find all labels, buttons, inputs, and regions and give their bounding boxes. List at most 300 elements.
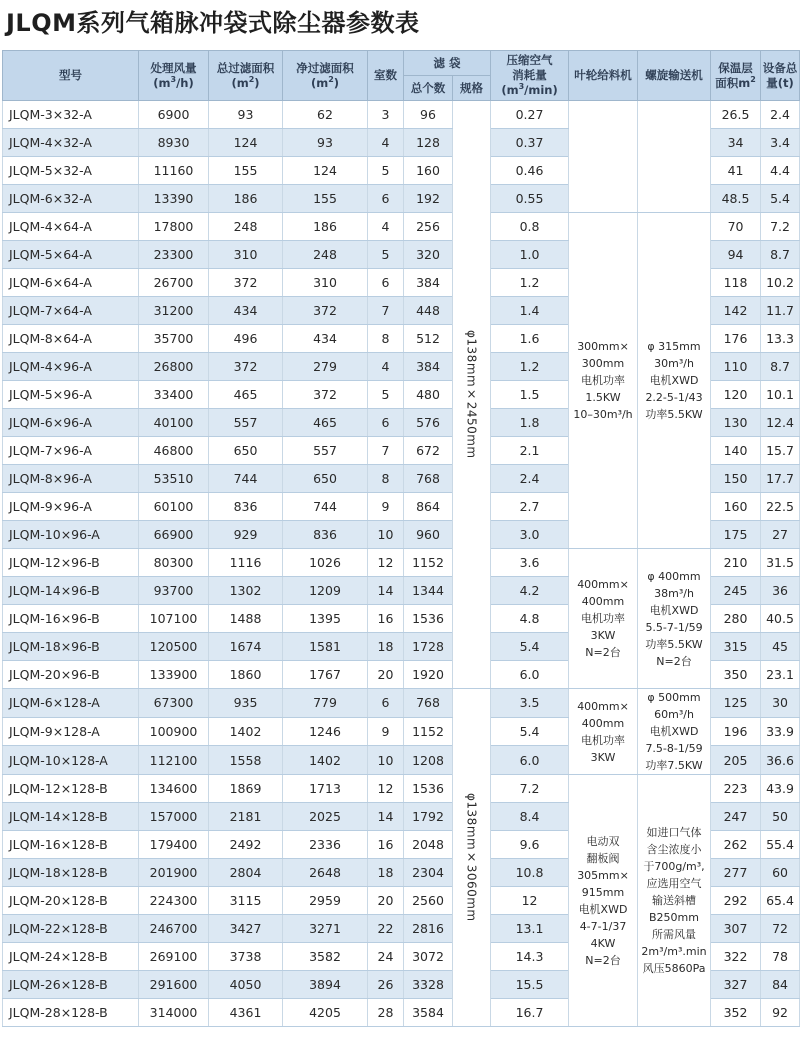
cell-total-area: 186 bbox=[209, 185, 283, 213]
impeller-line: 电机功率 bbox=[581, 612, 626, 625]
header-rooms: 室数 bbox=[368, 51, 404, 101]
cell-air-consumption: 0.46 bbox=[491, 157, 569, 185]
impeller-line: 电机功率 bbox=[581, 733, 626, 747]
cell-airflow: 93700 bbox=[139, 577, 209, 605]
table-row bbox=[3, 689, 800, 718]
cell-weight: 45 bbox=[761, 633, 800, 661]
cell-weight: 5.4 bbox=[761, 185, 800, 213]
impeller-line: N=2台 bbox=[585, 953, 621, 967]
cell-rooms: 10 bbox=[368, 521, 404, 549]
screw-line: N=2台 bbox=[656, 654, 692, 668]
cell-air-consumption: 0.55 bbox=[491, 185, 569, 213]
cell-net-area: 2648 bbox=[283, 859, 368, 887]
cell-bag-count: 480 bbox=[404, 381, 453, 409]
cell-airflow: 26700 bbox=[139, 269, 209, 297]
cell-model: JLQM-18×96-B bbox=[3, 633, 139, 661]
header-impeller: 叶轮给料机 bbox=[569, 51, 638, 101]
cell-model: JLQM-6×64-A bbox=[3, 269, 139, 297]
screw-line: 风压5860Pa bbox=[642, 962, 706, 975]
cell-insulation: 262 bbox=[711, 831, 761, 859]
cell-bag-spec bbox=[453, 689, 491, 1027]
cell-rooms: 28 bbox=[368, 999, 404, 1027]
cell-net-area: 650 bbox=[283, 465, 368, 493]
bag-spec-text: φ138mm×3060mm bbox=[464, 793, 479, 922]
cell-weight: 27 bbox=[761, 521, 800, 549]
table-body bbox=[3, 101, 800, 1027]
cell-insulation: 41 bbox=[711, 157, 761, 185]
cell-weight: 78 bbox=[761, 943, 800, 971]
header-bag-spec: 规格 bbox=[453, 76, 491, 101]
cell-bag-count: 960 bbox=[404, 521, 453, 549]
cell-model: JLQM-5×32-A bbox=[3, 157, 139, 185]
cell-bag-count: 768 bbox=[404, 465, 453, 493]
header-bag-count: 总个数 bbox=[404, 76, 453, 101]
cell-air-consumption: 2.4 bbox=[491, 465, 569, 493]
cell-model: JLQM-6×128-A bbox=[3, 689, 139, 718]
cell-rooms: 6 bbox=[368, 185, 404, 213]
cell-total-area: 1488 bbox=[209, 605, 283, 633]
cell-model: JLQM-5×64-A bbox=[3, 241, 139, 269]
cell-rooms: 5 bbox=[368, 157, 404, 185]
cell-rooms: 6 bbox=[368, 409, 404, 437]
cell-airflow: 26800 bbox=[139, 353, 209, 381]
cell-net-area: 1581 bbox=[283, 633, 368, 661]
cell-rooms: 24 bbox=[368, 943, 404, 971]
screw-line: 2m³/m³.min bbox=[641, 945, 707, 958]
cell-airflow: 100900 bbox=[139, 717, 209, 746]
cell-air-consumption: 0.37 bbox=[491, 129, 569, 157]
cell-air-consumption: 3.5 bbox=[491, 689, 569, 718]
screw-line: 5.5-7-1/59 bbox=[645, 620, 703, 634]
cell-insulation: 130 bbox=[711, 409, 761, 437]
cell-bag-count: 128 bbox=[404, 129, 453, 157]
cell-rooms: 10 bbox=[368, 746, 404, 775]
cell-insulation: 176 bbox=[711, 325, 761, 353]
cell-net-area: 1395 bbox=[283, 605, 368, 633]
cell-weight: 36 bbox=[761, 577, 800, 605]
screw-line: φ 400mm bbox=[647, 569, 701, 583]
cell-airflow: 13390 bbox=[139, 185, 209, 213]
cell-total-area: 372 bbox=[209, 269, 283, 297]
cell-insulation: 352 bbox=[711, 999, 761, 1027]
cell-total-area: 434 bbox=[209, 297, 283, 325]
cell-airflow: 8930 bbox=[139, 129, 209, 157]
cell-airflow: 120500 bbox=[139, 633, 209, 661]
cell-airflow: 66900 bbox=[139, 521, 209, 549]
cell-screw bbox=[638, 101, 711, 213]
cell-insulation: 160 bbox=[711, 493, 761, 521]
cell-net-area: 1713 bbox=[283, 775, 368, 803]
cell-air-consumption: 4.8 bbox=[491, 605, 569, 633]
screw-line: 输送斜槽 bbox=[652, 894, 697, 907]
cell-bag-spec bbox=[453, 101, 491, 689]
cell-bag-count: 768 bbox=[404, 689, 453, 718]
screw-line: 7.5-8-1/59 bbox=[645, 742, 703, 755]
cell-bag-count: 192 bbox=[404, 185, 453, 213]
screw-line: 2.2-5-1/43 bbox=[645, 391, 703, 404]
cell-total-area: 465 bbox=[209, 381, 283, 409]
impeller-line: 400mm bbox=[581, 716, 625, 730]
cell-weight: 72 bbox=[761, 915, 800, 943]
cell-rooms: 20 bbox=[368, 661, 404, 689]
cell-bag-count: 672 bbox=[404, 437, 453, 465]
cell-total-area: 557 bbox=[209, 409, 283, 437]
cell-rooms: 9 bbox=[368, 493, 404, 521]
cell-weight: 40.5 bbox=[761, 605, 800, 633]
table-row bbox=[3, 213, 800, 241]
screw-line: 38m³/h bbox=[654, 586, 694, 600]
cell-model: JLQM-9×128-A bbox=[3, 717, 139, 746]
cell-airflow: 157000 bbox=[139, 803, 209, 831]
impeller-line: 305mm× bbox=[577, 868, 629, 882]
cell-net-area: 3582 bbox=[283, 943, 368, 971]
cell-air-consumption: 14.3 bbox=[491, 943, 569, 971]
cell-total-area: 124 bbox=[209, 129, 283, 157]
cell-weight: 36.6 bbox=[761, 746, 800, 775]
cell-weight: 10.2 bbox=[761, 269, 800, 297]
impeller-line: 400mm× bbox=[577, 699, 629, 713]
cell-screw bbox=[638, 775, 711, 1027]
impeller-line: 电机XWD bbox=[578, 902, 628, 916]
cell-air-consumption: 1.2 bbox=[491, 269, 569, 297]
cell-rooms: 6 bbox=[368, 689, 404, 718]
cell-model: JLQM-3×32-A bbox=[3, 101, 139, 129]
cell-air-consumption: 16.7 bbox=[491, 999, 569, 1027]
cell-weight: 23.1 bbox=[761, 661, 800, 689]
cell-weight: 65.4 bbox=[761, 887, 800, 915]
cell-air-consumption: 5.4 bbox=[491, 717, 569, 746]
cell-rooms: 14 bbox=[368, 577, 404, 605]
parameter-table bbox=[2, 50, 800, 1027]
cell-bag-count: 2560 bbox=[404, 887, 453, 915]
cell-airflow: 224300 bbox=[139, 887, 209, 915]
cell-model: JLQM-28×128-B bbox=[3, 999, 139, 1027]
cell-net-area: 4205 bbox=[283, 999, 368, 1027]
cell-weight: 3.4 bbox=[761, 129, 800, 157]
cell-total-area: 929 bbox=[209, 521, 283, 549]
cell-airflow: 134600 bbox=[139, 775, 209, 803]
cell-rooms: 20 bbox=[368, 887, 404, 915]
cell-airflow: 179400 bbox=[139, 831, 209, 859]
impeller-line: 翻板阀 bbox=[586, 851, 620, 865]
cell-total-area: 2492 bbox=[209, 831, 283, 859]
bag-spec-text: φ138mm×2450mm bbox=[464, 330, 479, 459]
cell-weight: 22.5 bbox=[761, 493, 800, 521]
cell-bag-count: 1536 bbox=[404, 775, 453, 803]
cell-airflow: 23300 bbox=[139, 241, 209, 269]
cell-airflow: 60100 bbox=[139, 493, 209, 521]
cell-air-consumption: 10.8 bbox=[491, 859, 569, 887]
cell-rooms: 8 bbox=[368, 325, 404, 353]
cell-airflow: 246700 bbox=[139, 915, 209, 943]
cell-bag-count: 2304 bbox=[404, 859, 453, 887]
cell-bag-count: 1536 bbox=[404, 605, 453, 633]
screw-line: φ 500mm bbox=[647, 691, 701, 704]
cell-rooms: 4 bbox=[368, 129, 404, 157]
cell-rooms: 4 bbox=[368, 353, 404, 381]
impeller-line: 300mm bbox=[581, 357, 625, 370]
cell-model: JLQM-9×96-A bbox=[3, 493, 139, 521]
cell-model: JLQM-24×128-B bbox=[3, 943, 139, 971]
cell-airflow: 201900 bbox=[139, 859, 209, 887]
cell-insulation: 210 bbox=[711, 549, 761, 577]
cell-insulation: 110 bbox=[711, 353, 761, 381]
cell-impeller bbox=[569, 549, 638, 689]
cell-bag-count: 1344 bbox=[404, 577, 453, 605]
cell-net-area: 248 bbox=[283, 241, 368, 269]
cell-net-area: 3894 bbox=[283, 971, 368, 999]
cell-air-consumption: 8.4 bbox=[491, 803, 569, 831]
cell-air-consumption: 7.2 bbox=[491, 775, 569, 803]
cell-air-consumption: 3.6 bbox=[491, 549, 569, 577]
cell-weight: 55.4 bbox=[761, 831, 800, 859]
cell-net-area: 279 bbox=[283, 353, 368, 381]
cell-air-consumption: 13.1 bbox=[491, 915, 569, 943]
cell-insulation: 142 bbox=[711, 297, 761, 325]
impeller-line: 4KW bbox=[590, 936, 616, 950]
cell-air-consumption: 3.0 bbox=[491, 521, 569, 549]
cell-insulation: 280 bbox=[711, 605, 761, 633]
cell-insulation: 118 bbox=[711, 269, 761, 297]
cell-net-area: 186 bbox=[283, 213, 368, 241]
screw-line: B250mm bbox=[649, 911, 699, 924]
cell-bag-count: 576 bbox=[404, 409, 453, 437]
cell-screw bbox=[638, 689, 711, 775]
cell-total-area: 3738 bbox=[209, 943, 283, 971]
cell-total-area: 836 bbox=[209, 493, 283, 521]
cell-rooms: 16 bbox=[368, 831, 404, 859]
cell-total-area: 650 bbox=[209, 437, 283, 465]
cell-model: JLQM-16×128-B bbox=[3, 831, 139, 859]
cell-insulation: 307 bbox=[711, 915, 761, 943]
cell-air-consumption: 0.8 bbox=[491, 213, 569, 241]
cell-total-area: 93 bbox=[209, 101, 283, 129]
cell-weight: 10.1 bbox=[761, 381, 800, 409]
header-weight: 设备总 量(t) bbox=[761, 51, 800, 101]
cell-model: JLQM-18×128-B bbox=[3, 859, 139, 887]
impeller-line: 300mm× bbox=[577, 340, 629, 353]
cell-total-area: 1402 bbox=[209, 717, 283, 746]
cell-air-consumption: 9.6 bbox=[491, 831, 569, 859]
cell-model: JLQM-14×96-B bbox=[3, 577, 139, 605]
cell-insulation: 26.5 bbox=[711, 101, 761, 129]
cell-net-area: 1246 bbox=[283, 717, 368, 746]
header-bags: 滤 袋 bbox=[404, 51, 491, 76]
cell-airflow: 40100 bbox=[139, 409, 209, 437]
screw-line: 电机XWD bbox=[649, 725, 699, 738]
cell-rooms: 9 bbox=[368, 717, 404, 746]
cell-bag-count: 1208 bbox=[404, 746, 453, 775]
impeller-line: 3KW bbox=[590, 750, 616, 764]
impeller-line: 400mm bbox=[581, 595, 625, 608]
cell-insulation: 247 bbox=[711, 803, 761, 831]
table-row bbox=[3, 775, 800, 803]
impeller-line: 电动双 bbox=[586, 834, 620, 848]
cell-model: JLQM-7×64-A bbox=[3, 297, 139, 325]
cell-model: JLQM-12×96-B bbox=[3, 549, 139, 577]
cell-air-consumption: 1.8 bbox=[491, 409, 569, 437]
cell-air-consumption: 0.27 bbox=[491, 101, 569, 129]
cell-air-consumption: 1.0 bbox=[491, 241, 569, 269]
screw-line: 电机XWD bbox=[649, 374, 699, 387]
screw-line: 所需风量 bbox=[652, 928, 697, 941]
cell-rooms: 3 bbox=[368, 101, 404, 129]
cell-bag-count: 1920 bbox=[404, 661, 453, 689]
cell-airflow: 112100 bbox=[139, 746, 209, 775]
cell-bag-count: 256 bbox=[404, 213, 453, 241]
cell-airflow: 314000 bbox=[139, 999, 209, 1027]
cell-net-area: 93 bbox=[283, 129, 368, 157]
cell-net-area: 779 bbox=[283, 689, 368, 718]
impeller-line: 10–30m³/h bbox=[573, 408, 633, 421]
cell-rooms: 7 bbox=[368, 437, 404, 465]
cell-model: JLQM-8×64-A bbox=[3, 325, 139, 353]
cell-insulation: 223 bbox=[711, 775, 761, 803]
cell-model: JLQM-6×96-A bbox=[3, 409, 139, 437]
cell-total-area: 4361 bbox=[209, 999, 283, 1027]
impeller-line: 3KW bbox=[590, 629, 616, 642]
header-insulation: 保温层 面积$m^2$ bbox=[711, 51, 761, 101]
cell-air-consumption: 1.5 bbox=[491, 381, 569, 409]
cell-airflow: 11160 bbox=[139, 157, 209, 185]
cell-weight: 92 bbox=[761, 999, 800, 1027]
screw-line: φ 315mm bbox=[647, 340, 701, 353]
header-screw: 螺旋输送机 bbox=[638, 51, 711, 101]
cell-weight: 15.7 bbox=[761, 437, 800, 465]
impeller-line: 400mm× bbox=[577, 578, 629, 591]
cell-total-area: 1869 bbox=[209, 775, 283, 803]
cell-total-area: 248 bbox=[209, 213, 283, 241]
cell-net-area: 744 bbox=[283, 493, 368, 521]
table-row bbox=[3, 549, 800, 577]
cell-weight: 60 bbox=[761, 859, 800, 887]
cell-total-area: 3427 bbox=[209, 915, 283, 943]
screw-line: 应选用空气 bbox=[646, 877, 702, 890]
cell-bag-count: 1152 bbox=[404, 549, 453, 577]
page-title: JLQM系列气箱脉冲袋式除尘器参数表 bbox=[6, 9, 420, 37]
cell-model: JLQM-16×96-B bbox=[3, 605, 139, 633]
cell-air-consumption: 5.4 bbox=[491, 633, 569, 661]
cell-weight: 8.7 bbox=[761, 241, 800, 269]
cell-net-area: 310 bbox=[283, 269, 368, 297]
cell-model: JLQM-4×64-A bbox=[3, 213, 139, 241]
screw-line: 60m³/h bbox=[654, 708, 694, 721]
cell-bag-count: 96 bbox=[404, 101, 453, 129]
cell-weight: 7.2 bbox=[761, 213, 800, 241]
header-airflow: 处理风量 $(m^3/h)$ bbox=[139, 51, 209, 101]
cell-screw bbox=[638, 549, 711, 689]
cell-weight: 30 bbox=[761, 689, 800, 718]
cell-weight: 43.9 bbox=[761, 775, 800, 803]
cell-insulation: 175 bbox=[711, 521, 761, 549]
cell-model: JLQM-4×96-A bbox=[3, 353, 139, 381]
cell-rooms: 18 bbox=[368, 633, 404, 661]
cell-model: JLQM-10×128-A bbox=[3, 746, 139, 775]
cell-rooms: 12 bbox=[368, 775, 404, 803]
cell-insulation: 94 bbox=[711, 241, 761, 269]
cell-total-area: 744 bbox=[209, 465, 283, 493]
impeller-line: 1.5KW bbox=[585, 391, 621, 404]
cell-insulation: 277 bbox=[711, 859, 761, 887]
cell-airflow: 107100 bbox=[139, 605, 209, 633]
cell-insulation: 120 bbox=[711, 381, 761, 409]
cell-bag-count: 1152 bbox=[404, 717, 453, 746]
cell-insulation: 70 bbox=[711, 213, 761, 241]
cell-net-area: 2336 bbox=[283, 831, 368, 859]
cell-insulation: 245 bbox=[711, 577, 761, 605]
cell-rooms: 22 bbox=[368, 915, 404, 943]
cell-airflow: 133900 bbox=[139, 661, 209, 689]
cell-rooms: 16 bbox=[368, 605, 404, 633]
cell-model: JLQM-14×128-B bbox=[3, 803, 139, 831]
cell-bag-count: 1792 bbox=[404, 803, 453, 831]
cell-weight: 4.4 bbox=[761, 157, 800, 185]
cell-insulation: 205 bbox=[711, 746, 761, 775]
cell-bag-count: 864 bbox=[404, 493, 453, 521]
screw-line: 电机XWD bbox=[649, 603, 699, 617]
screw-line: 功率7.5KW bbox=[645, 759, 703, 772]
cell-insulation: 292 bbox=[711, 887, 761, 915]
cell-air-consumption: 1.6 bbox=[491, 325, 569, 353]
cell-net-area: 434 bbox=[283, 325, 368, 353]
cell-air-consumption: 6.0 bbox=[491, 746, 569, 775]
cell-net-area: 2025 bbox=[283, 803, 368, 831]
cell-insulation: 322 bbox=[711, 943, 761, 971]
cell-air-consumption: 15.5 bbox=[491, 971, 569, 999]
cell-airflow: 35700 bbox=[139, 325, 209, 353]
cell-total-area: 310 bbox=[209, 241, 283, 269]
cell-model: JLQM-6×32-A bbox=[3, 185, 139, 213]
cell-airflow: 6900 bbox=[139, 101, 209, 129]
screw-line: 功率5.5KW bbox=[645, 408, 703, 421]
cell-insulation: 34 bbox=[711, 129, 761, 157]
cell-total-area: 372 bbox=[209, 353, 283, 381]
screw-line: 功率5.5KW bbox=[645, 637, 703, 651]
cell-insulation: 150 bbox=[711, 465, 761, 493]
cell-net-area: 1026 bbox=[283, 549, 368, 577]
cell-air-consumption: 1.4 bbox=[491, 297, 569, 325]
screw-line: 如进口气体 bbox=[646, 826, 702, 839]
cell-rooms: 12 bbox=[368, 549, 404, 577]
impeller-line: N=2台 bbox=[585, 646, 621, 659]
cell-total-area: 2804 bbox=[209, 859, 283, 887]
screw-line: 含尘浓度小 bbox=[646, 843, 702, 856]
cell-net-area: 372 bbox=[283, 381, 368, 409]
table-header bbox=[3, 51, 800, 101]
cell-weight: 8.7 bbox=[761, 353, 800, 381]
cell-insulation: 350 bbox=[711, 661, 761, 689]
cell-total-area: 1302 bbox=[209, 577, 283, 605]
cell-insulation: 196 bbox=[711, 717, 761, 746]
cell-weight: 2.4 bbox=[761, 101, 800, 129]
cell-airflow: 31200 bbox=[139, 297, 209, 325]
cell-net-area: 124 bbox=[283, 157, 368, 185]
cell-airflow: 53510 bbox=[139, 465, 209, 493]
cell-net-area: 62 bbox=[283, 101, 368, 129]
impeller-line: 电机功率 bbox=[581, 374, 626, 387]
screw-line: 于700g/m³, bbox=[643, 860, 705, 873]
header-model: 型号 bbox=[3, 51, 139, 101]
header-total-area: 总过滤面积 $(m^2)$ bbox=[209, 51, 283, 101]
cell-rooms: 8 bbox=[368, 465, 404, 493]
header-air: 压缩空气 消耗量$(m^3/\min)$ bbox=[491, 51, 569, 101]
impeller-line: 4-7-1/37 bbox=[579, 919, 627, 933]
cell-bag-count: 320 bbox=[404, 241, 453, 269]
cell-screw bbox=[638, 213, 711, 549]
cell-model: JLQM-10×96-A bbox=[3, 521, 139, 549]
cell-airflow: 33400 bbox=[139, 381, 209, 409]
cell-bag-count: 160 bbox=[404, 157, 453, 185]
